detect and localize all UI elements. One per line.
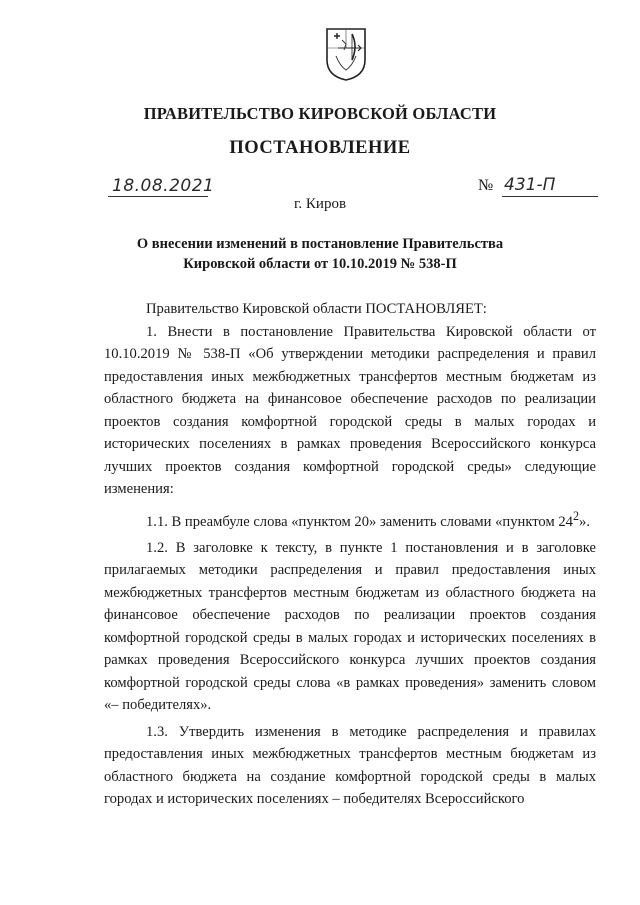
document-body (104, 298, 596, 811)
coat-of-arms-icon (324, 26, 368, 82)
subject-line-2: Кировской области от 10.10.2019 № 538-П (183, 256, 457, 272)
document-type-title: ПОСТАНОВЛЕНИЕ (229, 138, 411, 158)
organization-title: ПРАВИТЕЛЬСТВО КИРОВСКОЙ ОБЛАСТИ (143, 104, 497, 123)
paragraph-1-1-text: 1.1. В преамбуле слова «пунктом 20» заменить словами «пунктом 24 (146, 513, 573, 530)
document-date: 18.08.2021 (112, 176, 215, 196)
document-number: 431-П (504, 175, 556, 195)
document-subject (0, 234, 640, 274)
city-label: г. Киров (293, 196, 347, 212)
number-sign: № (478, 177, 494, 194)
paragraph-1: 1. Внести в постановление Правительства Кировской области от 10.10.2019 № 538-П «Об утверждении методики распределения и правил предоставления иных межбюджетных трансфертов местным бюджетам из областного бюджета на финансовое обеспечение расходов по реализации проектов создания комфортной городской среды в малых городах и исторических поселениях в рамках проведения Всероссийского конкурса лучших проектов создания комфортной городской среды» следующие изменения: (104, 323, 596, 497)
paragraph-1-1-end: ». (579, 513, 590, 530)
paragraph-1-2: 1.2. В заголовке к тексту, в пункте 1 постановления и в заголовке прилагаемых методики распределения и правил предоставления иных межбюджетных трансфертов местным бюджетам из областного бюджета на финансовое обеспечение расходов по реализации проектов создания комфортной городской среды в малых городах и исторических поселениях в рамках проведения Всероссийского конкурса лучших проектов создания комфортной городской среды слова «в рамках проведения» заменить словом «– победителях». (104, 539, 596, 714)
paragraph-1-1 (104, 505, 596, 533)
subject-line-1: О внесении изменений в постановление Правительства (136, 236, 504, 252)
paragraph-1-3: 1.3. Утвердить изменения в методике распределения и правилах предоставления иных межбюджетных трансфертов местным бюджетам из областного бюджета на создание комфортной городской среды в малых городах и исторических поселениях – победителях Всероссийского (104, 723, 596, 808)
intro-paragraph: Правительство Кировской области ПОСТАНОВЛЯЕТ: (146, 301, 487, 317)
paragraph-1-1-superscript: 2 (572, 508, 580, 523)
